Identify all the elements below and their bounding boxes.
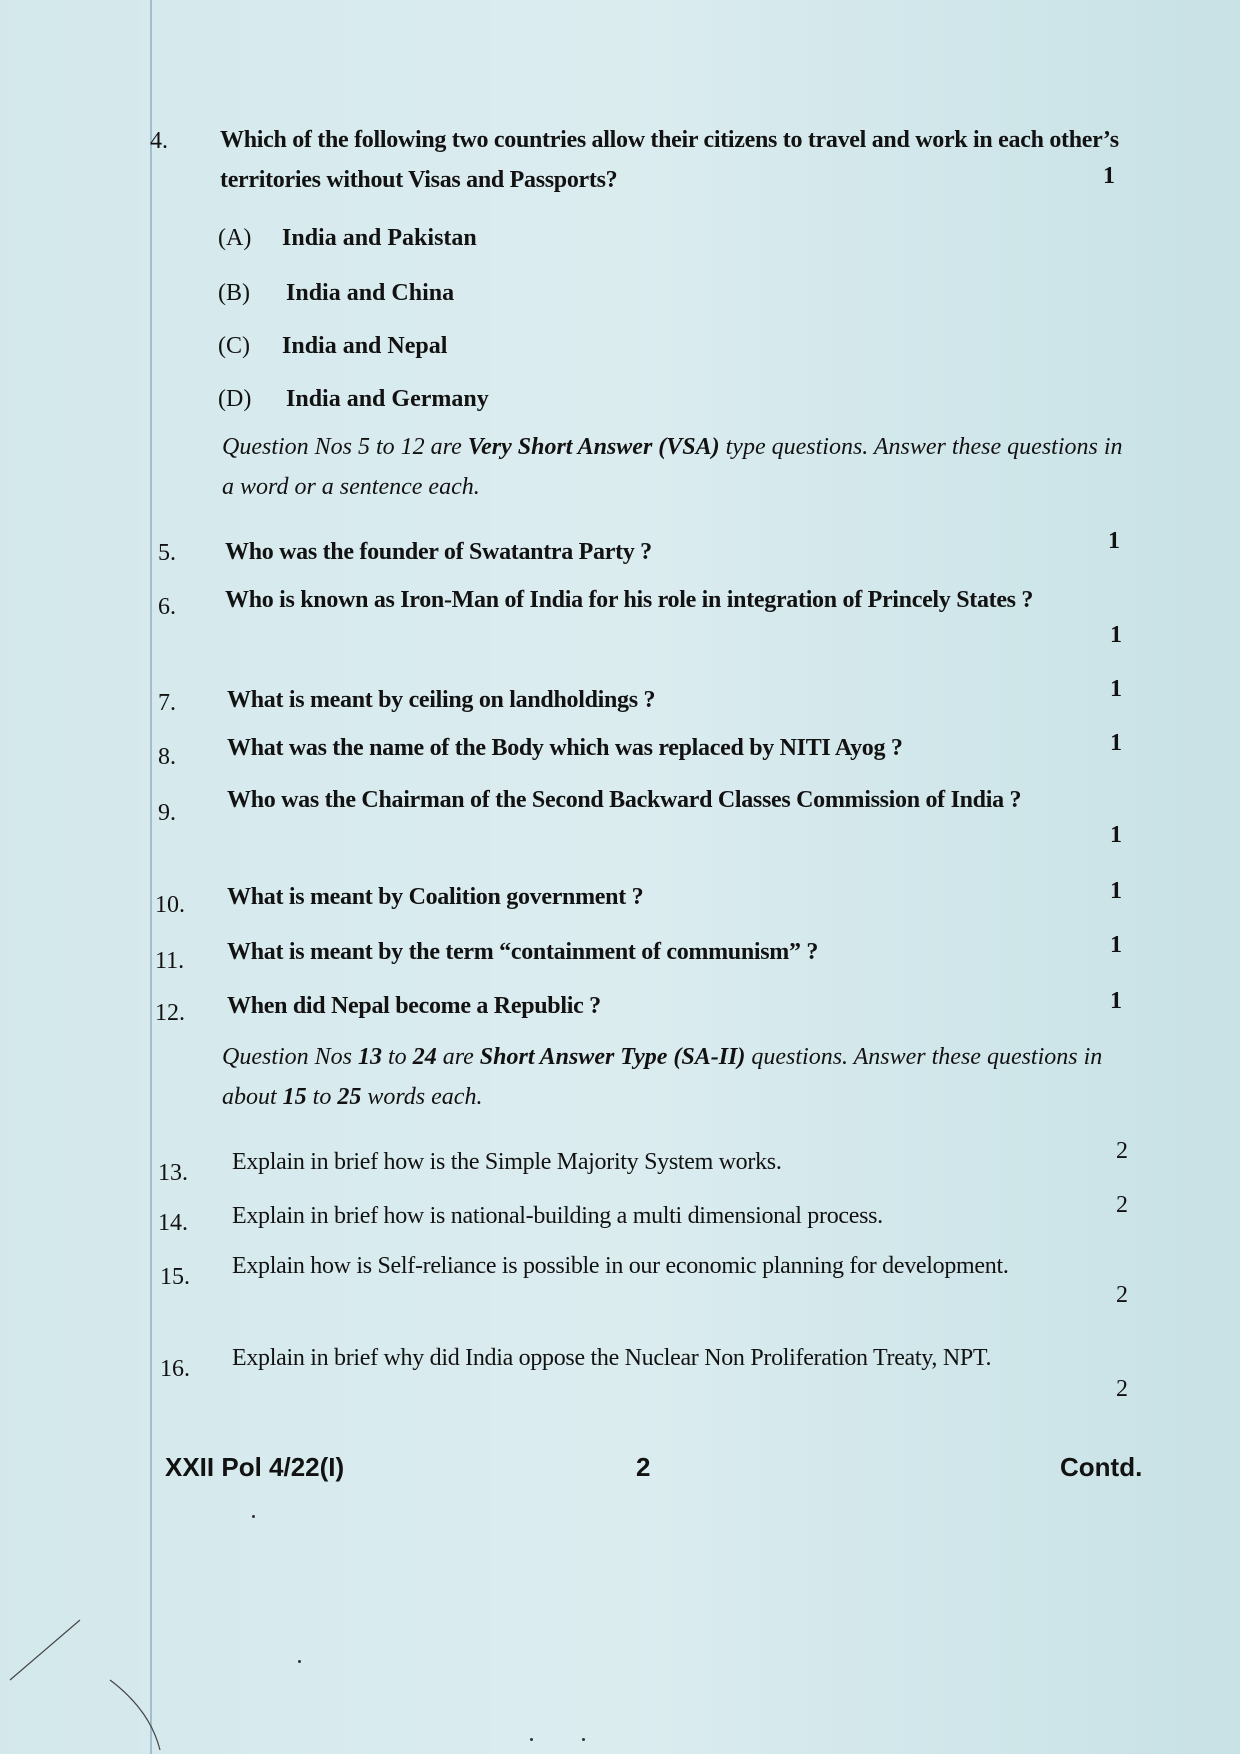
question-number: 7. [158,690,176,716]
question-number: 10. [155,892,185,918]
option-label: (C) [218,333,250,359]
section-instruction [222,1037,1132,1117]
question-text: Explain in brief how is national-building a multi dimensional process. [232,1203,883,1229]
scan-artifact [0,1560,180,1754]
paper-code: XXII Pol 4/22(I) [165,1452,345,1482]
page-number: 2 [636,1452,651,1482]
margin-line [150,0,152,1754]
option-label: (A) [218,225,252,251]
question-text: What is meant by the term “containment of communism” ? [227,939,819,965]
option-text: India and Germany [286,386,489,412]
instruction-bold: Very Short Answer (VSA) [467,434,720,460]
instruction-text: questions. Answer these questions in about [222,1044,1103,1110]
question-text: When did Nepal become a Republic ? [227,993,601,1019]
contd-label: Contd. [1060,1452,1143,1482]
question-text: What is meant by ceiling on landholdings ? [227,687,656,713]
option-text: India and Nepal [282,333,448,359]
question-marks: 1 [1110,932,1122,958]
question-marks: 1 [1110,730,1122,756]
question-marks: 2 [1116,1376,1128,1402]
question-marks: 2 [1116,1192,1128,1218]
scan-speck [530,1738,533,1741]
question-marks: 1 [1108,528,1120,554]
question-number: 15. [160,1264,190,1290]
instruction-text: words each. [361,1084,483,1110]
question-text: Explain in brief how is the Simple Majority System works. [232,1149,782,1175]
question-marks: 2 [1116,1138,1128,1164]
question-number: 6. [158,594,176,620]
question-number: 11. [155,948,185,974]
question-marks: 2 [1116,1282,1128,1308]
instruction-text: Question Nos 5 to 12 are [222,434,468,460]
question-number: 4. [150,128,168,154]
instruction-bold: 13 [358,1044,383,1070]
instruction-bold: 24 [412,1044,437,1070]
question-text: Who is known as Iron-Man of India for his role in integration of Princely States ? [225,587,1034,613]
question-number: 8. [158,744,176,770]
question-text: Explain how is Self-reliance is possible in our economic planning for development. [232,1253,1009,1279]
scan-speck [582,1738,585,1741]
question-text: Explain in brief why did India oppose the Nuclear Non Proliferation Treaty, NPT. [232,1345,992,1371]
question-marks: 1 [1110,676,1122,702]
question-text: What was the name of the Body which was replaced by NITI Ayog ? [227,735,903,761]
question-marks: 1 [1103,163,1115,189]
instruction-text: Question Nos [222,1044,359,1070]
question-text: Who was the founder of Swatantra Party ? [225,539,652,565]
scan-speck [252,1515,255,1518]
question-number: 13. [158,1160,188,1186]
question-text: What is meant by Coalition government ? [227,884,644,910]
question-number: 16. [160,1356,190,1382]
question-marks: 1 [1110,822,1122,848]
question-text: Which of the following two countries allow their citizens to travel and work in each other’s territories without Visas and Passports? [220,127,1119,193]
option-label: (D) [218,386,252,412]
option-text: India and Pakistan [282,225,477,251]
question-marks: 1 [1110,878,1122,904]
question-marks: 1 [1110,622,1122,648]
option-text: India and China [286,280,455,306]
instruction-bold: 25 [337,1084,362,1110]
question-text: Who was the Chairman of the Second Backward Classes Commission of India ? [227,787,1022,813]
instruction-text: are [436,1044,480,1070]
question-number: 12. [155,1000,185,1026]
instruction-bold: 15 [282,1084,307,1110]
scan-speck [298,1660,301,1663]
instruction-text: to [382,1044,413,1070]
question-number: 9. [158,800,176,826]
question-number: 14. [158,1210,188,1236]
instruction-bold: Short Answer Type (SA-II) [479,1044,746,1070]
instruction-text: type questions. Answer these questions in a word or a sentence each. [222,434,1123,500]
question-marks: 1 [1110,988,1122,1014]
instruction-text: to [306,1084,338,1110]
question-number: 5. [158,540,176,566]
option-label: (B) [218,280,250,306]
section-instruction [222,427,1132,507]
